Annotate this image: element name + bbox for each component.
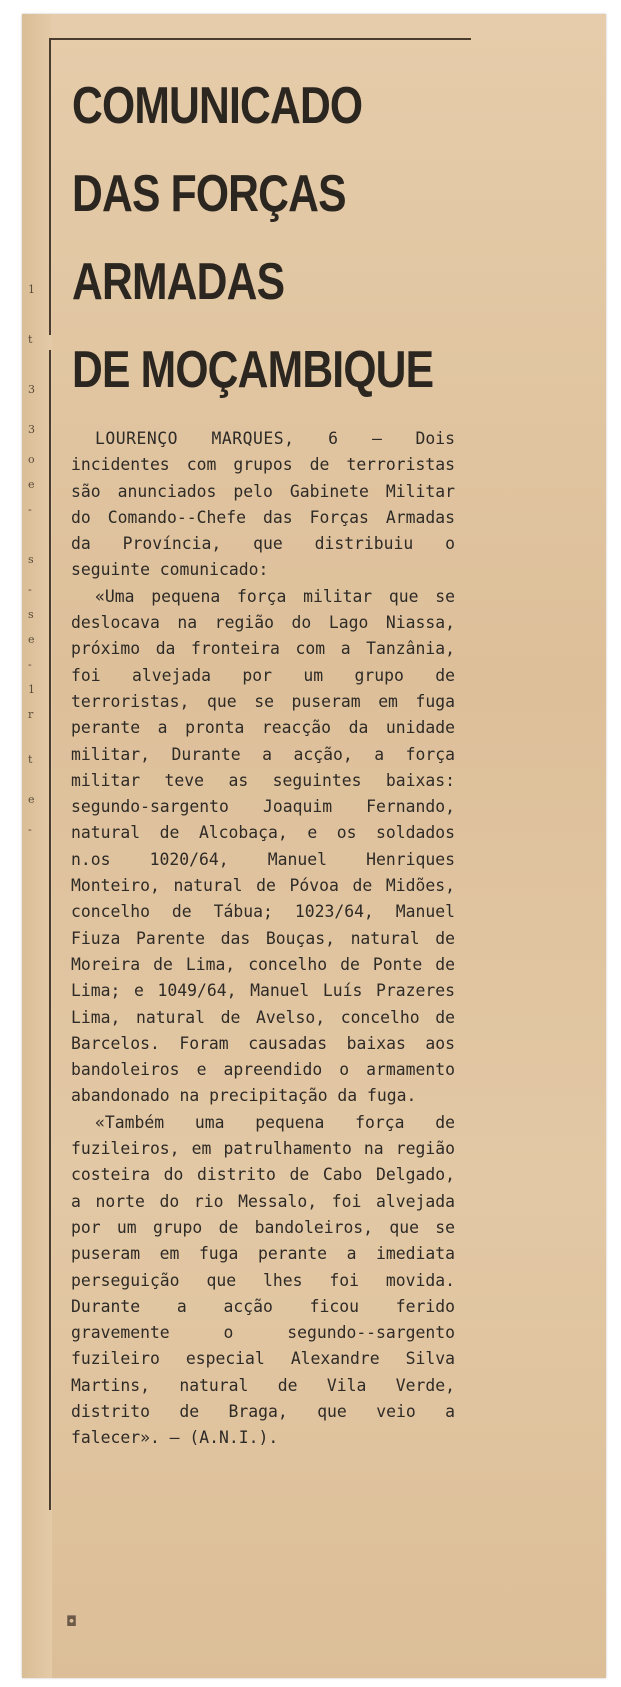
newspaper-clipping bbox=[22, 14, 606, 1678]
corner-mark-icon: ◘ bbox=[66, 1614, 78, 1630]
margin-mark: 3 bbox=[28, 423, 35, 436]
dateline: LOURENÇO MARQUES, 6 — bbox=[95, 429, 383, 448]
paragraph: «Também uma pequena força de fuzileiros, em patrulhamento na região costeira do distrito de Cabo Delgado, a norte do rio Messalo, foi alvejada por um grupo de bandoleiros, que se puseram em fuga perante a imediata perseguição que lhes foi movida. Durante a acção ficou ferido gravemente o segundo--sargento fuzileiro especial Alexandre Silva Martins, natural de Vila Verde, distrito de Braga, que veio a falecer». — (A.N.I.). bbox=[71, 1112, 455, 1448]
torn-margin bbox=[22, 14, 52, 1678]
margin-mark: e bbox=[28, 793, 35, 806]
margin-mark: - bbox=[28, 503, 32, 516]
margin-mark: r bbox=[28, 708, 34, 721]
margin-mark: s bbox=[28, 553, 34, 566]
margin-mark: e bbox=[28, 633, 35, 646]
margin-mark: o bbox=[28, 453, 35, 466]
lead-paragraph bbox=[71, 426, 455, 584]
margin-mark: - bbox=[28, 658, 32, 671]
margin-mark: e bbox=[28, 478, 35, 491]
headline bbox=[72, 62, 472, 414]
margin-mark: 3 bbox=[28, 383, 35, 396]
margin-mark: - bbox=[28, 823, 32, 836]
margin-mark: 1 bbox=[28, 683, 35, 696]
lead-text: Dois incidentes com grupos de terroristas são anunciados pelo Gabinete Militar do Comando--Chefe das Forças Armadas da Província, que distribuiu o seguinte comunicado: bbox=[71, 429, 456, 580]
margin-mark: t bbox=[28, 753, 33, 766]
margin-mark: - bbox=[28, 583, 32, 596]
margin-mark: t bbox=[28, 333, 33, 346]
headline-line: DE MOÇAMBIQUE bbox=[72, 341, 434, 399]
paragraph: «Uma pequena força militar que se deslocava na região do Lago Niassa, próximo da fronteira com a Tanzânia, foi alvejada por um grupo de terroristas, que se puseram em fuga perante a pronta reacção da unidade militar, Durante a acção, a força militar teve as seguintes baixas: segundo-sargento Joaquim Fernando, natural de Alcobaça, e os soldados n.os 1020/64, Manuel Henriques Monteiro, natural de Póvoa de Midões, concelho de Tábua; 1023/64, Manuel Fiuza Parente das Bouças, natural de Moreira de Lima, concelho de Ponte de Lima; e 1049/64, Manuel Luís Prazeres Lima, natural de Avelso, concelho de Barcelos. Foram causadas baixas aos bandoleiros e apreendido o armamento abandonado na precipitação da fuga. bbox=[71, 586, 455, 1106]
top-rule bbox=[49, 38, 471, 40]
margin-mark: 1 bbox=[28, 283, 35, 296]
headline-line: ARMADAS bbox=[72, 253, 285, 311]
article-body bbox=[71, 426, 455, 1452]
headline-side-rule bbox=[49, 40, 51, 335]
column-side-rule bbox=[49, 350, 51, 1510]
headline-line: COMUNICADO bbox=[72, 77, 363, 135]
headline-line: DAS FORÇAS bbox=[72, 165, 346, 223]
margin-mark: s bbox=[28, 608, 34, 621]
